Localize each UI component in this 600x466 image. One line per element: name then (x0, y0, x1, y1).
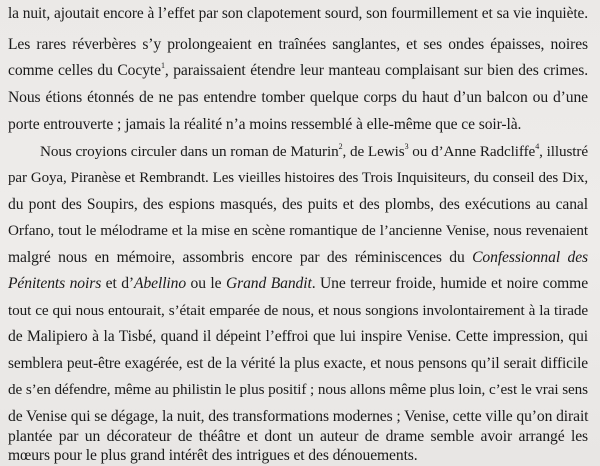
paragraph-2-line-4 (8, 221, 588, 241)
footnote-marker: 1 (160, 61, 165, 70)
text-run: Nous étions étonnés de ne pas entendre tomber quelque corps du haut d’un balcon ou d’une (8, 89, 588, 106)
book-title: Abellino (134, 275, 187, 292)
paragraph-1-line-4 (8, 88, 588, 108)
text-run: de s’en défendre, même au philistin le plus positif ; nous allons même plus loin, c’est le vrai sens (8, 381, 588, 398)
text-run: plantée par un décorateur de théâtre et dont un auteur de drame semble avoir arrangé les (8, 428, 588, 445)
text-run: semblera peut-être exagérée, est de la vérité la plus exacte, et nous pensons qu’il serait difficile (8, 355, 588, 372)
paragraph-2-line-9 (8, 354, 588, 374)
paragraph-1-line-3 (8, 61, 588, 81)
text-run: porte entrouverte ; jamais la réalité n’a moins ressemblé à elle-même que ce soir-là. (8, 116, 522, 133)
text-run: de Malipiero à la Tisbé, quand il dépeint l’effroi que lui inspire Venise. Cette impression, qui (8, 328, 588, 345)
text-run: malgré nous en mémoire, assombris encore par des réminiscences du (8, 249, 473, 266)
text-run: , paraissaient étendre leur manteau complaisant sur bien des crimes. (164, 62, 588, 79)
paragraph-2-line-2 (8, 168, 588, 188)
paragraph-2-line-5 (8, 248, 588, 268)
text-run: de Venise qui se dégage, la nuit, des transformations modernes ; Venise, cette ville qu’on dirait (8, 408, 589, 425)
paragraph-2-line-10 (8, 380, 588, 400)
text-run: tout ce qui nous entourait, s’était emparée de nous, et nous songions involontairement à la tirade (8, 302, 588, 319)
text-run: ou d’Anne Radcliffe (408, 143, 536, 160)
text-run: comme celles du Cocyte (8, 62, 161, 79)
text-run: du pont des Soupirs, des espions masqués, des puits et des plombs, des exécutions au canal (8, 196, 588, 213)
paragraph-2-line-3 (8, 195, 588, 215)
text-run: et d’ (101, 275, 135, 292)
text-run: la nuit, ajoutait encore à l’effet par son clapotement sourd, son fourmillement et sa vie inquiète. (8, 5, 588, 22)
paragraph-2-line-7 (8, 301, 588, 321)
book-title: Grand Bandit (225, 275, 312, 292)
text-run: Orfano, tout le mélodrame et la mise en scène romantique de l’ancienne Venise, nous revenaient (8, 222, 588, 239)
text-run: Nous croyions circuler dans un roman de Maturin (40, 143, 339, 160)
text-run: . Une terreur froide, humide et noire comme (311, 275, 589, 292)
footnote-marker: 2 (338, 142, 343, 151)
paragraph-2-line-13 (8, 446, 588, 466)
paragraph-2-line-1 (40, 142, 588, 162)
text-run: mœurs pour le plus grand intérêt des intrigues et des dénouements. (8, 447, 418, 464)
text-run: , illustré (539, 143, 588, 160)
paragraph-2-line-8 (8, 327, 588, 347)
text-run: ou le (186, 275, 226, 292)
paragraph-1-line-1 (8, 4, 588, 24)
paragraph-2-line-12 (8, 427, 588, 447)
footnote-marker: 4 (535, 142, 540, 151)
paragraph-2-line-6 (8, 274, 588, 294)
paragraph-1-line-5 (8, 115, 588, 135)
text-run: par Goya, Piranèse et Rembrandt. Les vieilles histoires des Trois Inquisiteurs, du conseil des Dix, (8, 170, 588, 186)
footnote-marker: 3 (404, 142, 409, 151)
book-title: Confessionnal des (472, 249, 588, 266)
book-title: Pénitents noirs (8, 275, 102, 292)
paragraph-1-line-2 (8, 35, 588, 55)
paragraph-2-line-11 (8, 407, 588, 427)
text-run: , de Lewis (342, 143, 405, 160)
text-run: Les rares réverbères s’y prolongeaient en traînées sanglantes, et ses ondes épaisses, noires (8, 36, 588, 53)
